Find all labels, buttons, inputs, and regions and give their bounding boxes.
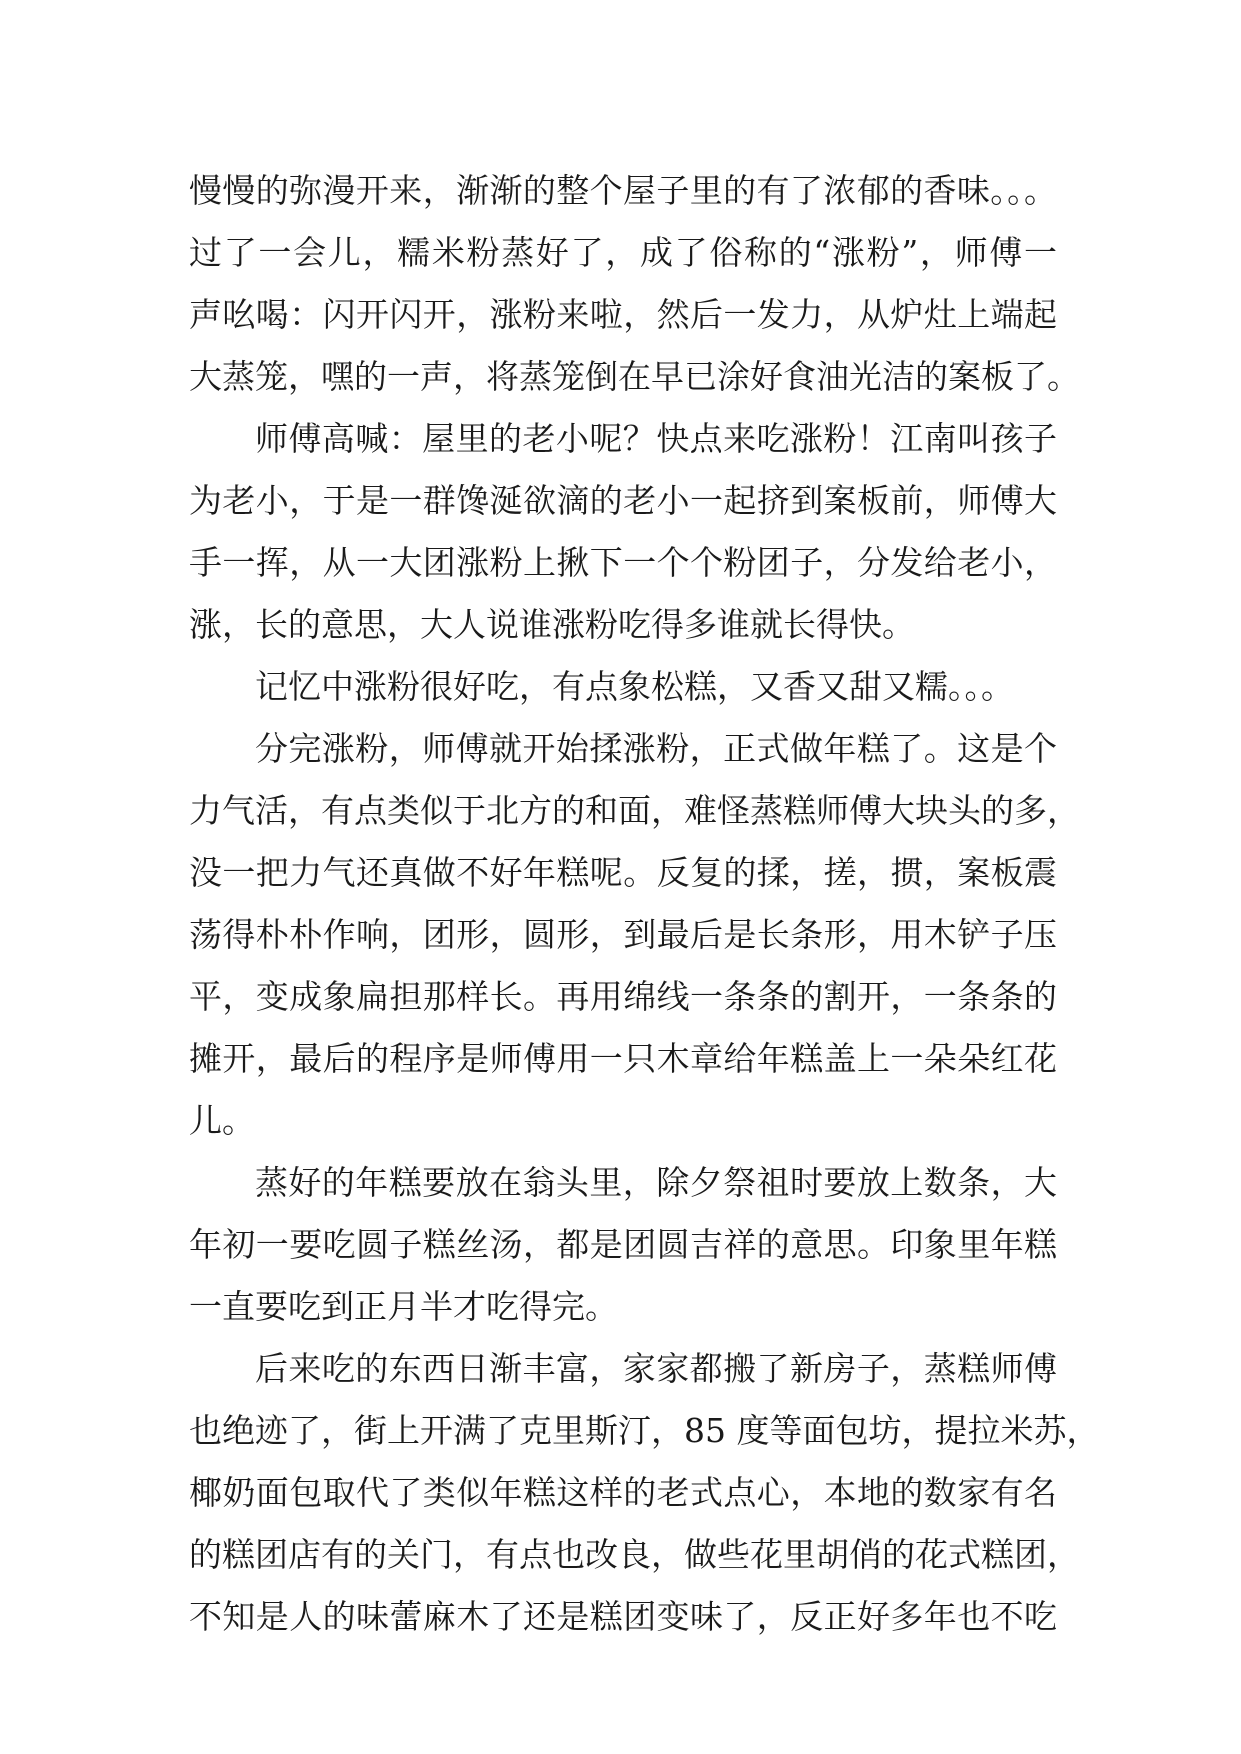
paragraph-2 [189,408,1057,656]
text-line: 年初一要吃圆子糕丝汤，都是团圆吉祥的意思。印象里年糕 [189,1225,1057,1264]
paragraph-5 [189,1152,1057,1338]
text-line: 也绝迹了，街上开满了克里斯汀，85 度等面包坊，提拉米苏， [189,1411,1100,1450]
text-line: 为老小，于是一群馋涎欲滴的老小一起挤到案板前，师傅大 [189,481,1057,520]
paragraph-3 [189,656,1057,718]
text-line: 过了一会儿，糯米粉蒸好了，成了俗称的“涨粉”，师傅一 [189,233,1057,272]
text-line: 大蒸笼，嘿的一声，将蒸笼倒在早已涂好食油光洁的案板了。 [189,357,1080,396]
text-line: 荡得朴朴作响，团形，圆形，到最后是长条形，用木铲子压 [189,915,1057,954]
text-line: 分完涨粉，师傅就开始揉涨粉，正式做年糕了。这是个 [255,729,1057,768]
text-line: 平，变成象扁担那样长。再用绵线一条条的割开，一条条的 [189,977,1057,1016]
text-line: 后来吃的东西日渐丰富，家家都搬了新房子，蒸糕师傅 [255,1349,1057,1388]
text-line: 涨，长的意思，大人说谁涨粉吃得多谁就长得快。 [189,605,915,644]
text-line: 力气活，有点类似于北方的和面，难怪蒸糕师傅大块头的多， [189,791,1080,830]
paragraph-4 [189,718,1080,1152]
text-line: 师傅高喊：屋里的老小呢？快点来吃涨粉！江南叫孩子 [255,419,1057,458]
text-line: 一直要吃到正月半才吃得完。 [189,1287,618,1326]
text-line: 蒸好的年糕要放在翁头里，除夕祭祖时要放上数条，大 [255,1163,1057,1202]
text-line: 不知是人的味蕾麻木了还是糕团变味了，反正好多年也不吃 [189,1597,1057,1636]
text-line: 声吆喝：闪开闪开，涨粉来啦，然后一发力，从炉灶上端起 [189,295,1057,334]
text-line: 记忆中涨粉很好吃，有点象松糕，又香又甜又糯。。。 [255,667,1014,706]
document-body [189,160,1100,1648]
text-line: 儿。 [189,1101,255,1140]
paragraph-6 [189,1338,1100,1648]
text-line: 慢慢的弥漫开来，渐渐的整个屋子里的有了浓郁的香味。。。 [189,171,1057,210]
text-line: 手一挥，从一大团涨粉上揪下一个个粉团子，分发给老小， [189,543,1057,582]
text-line: 没一把力气还真做不好年糕呢。反复的揉，搓，掼，案板震 [189,853,1057,892]
text-line: 的糕团店有的关门，有点也改良，做些花里胡俏的花式糕团， [189,1535,1080,1574]
text-line: 椰奶面包取代了类似年糕这样的老式点心，本地的数家有名 [189,1473,1057,1512]
paragraph-1 [189,160,1080,408]
text-line: 摊开，最后的程序是师傅用一只木章给年糕盖上一朵朵红花 [189,1039,1057,1078]
